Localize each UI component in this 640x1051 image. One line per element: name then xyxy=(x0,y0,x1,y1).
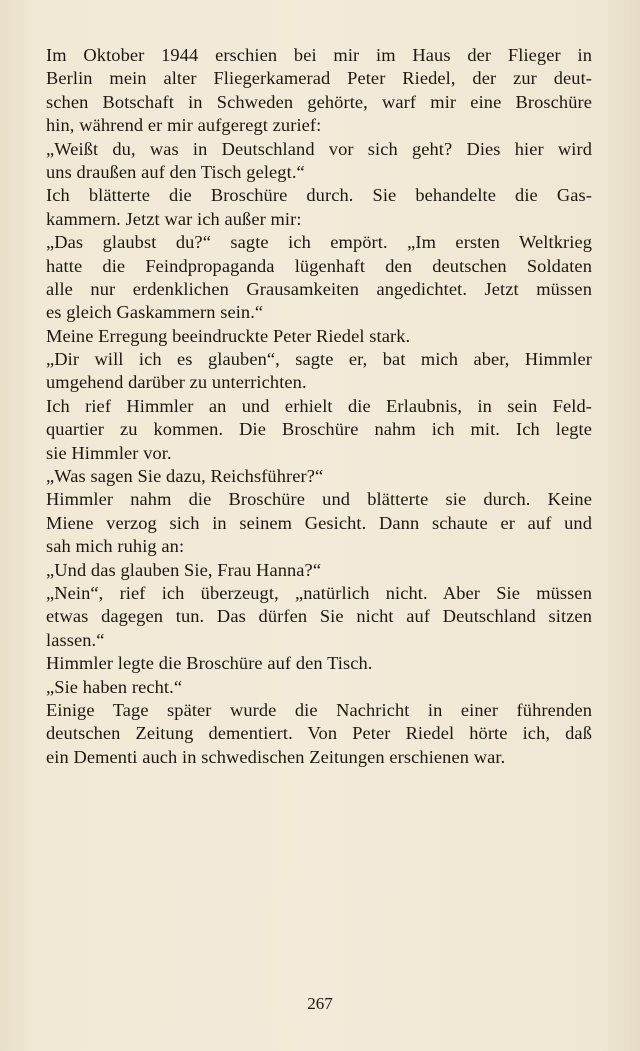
text-line: Im Oktober 1944 erschien bei mir im Haus der Flieger in xyxy=(46,45,592,65)
text-line: Himmler legte die Broschüre auf den Tisch. xyxy=(46,653,373,674)
text-line: Ich blätterte die Broschüre durch. Sie behandelte die Gas- xyxy=(46,185,592,206)
text-line: kammern. Jetzt war ich außer mir: xyxy=(46,208,302,229)
text-line: sah mich ruhig an: xyxy=(46,536,185,557)
text-line: alle nur erdenklichen Grausamkeiten angedichtet. Jetzt müssen xyxy=(46,278,592,299)
text-line: „Nein“, rief ich überzeugt, „natürlich nicht. Aber Sie müssen xyxy=(46,582,592,603)
page-number: 267 xyxy=(307,994,333,1013)
text-line: etwas dagegen tun. Das dürfen Sie nicht auf Deutschland sitzen xyxy=(46,606,592,627)
text-line: hin, während er mir aufgeregt zurief: xyxy=(46,115,322,136)
text-line: „Und das glauben Sie, Frau Hanna?“ xyxy=(46,559,322,580)
text-line: „Weißt du, was in Deutschland vor sich geht? Dies hier wird xyxy=(46,138,592,159)
text-line: Ich rief Himmler an und erhielt die Erlaubnis, in sein Feld- xyxy=(46,395,592,416)
body-text xyxy=(46,44,592,769)
text-line: Himmler nahm die Broschüre und blätterte sie durch. Keine xyxy=(46,489,592,510)
text-line: deutschen Zeitung dementiert. Von Peter Riedel hörte ich, daß xyxy=(46,723,592,744)
text-line: sie Himmler vor. xyxy=(46,442,172,463)
text-line: schen Botschaft in Schweden gehörte, warf mir eine Broschüre xyxy=(46,91,592,112)
text-line: Miene verzog sich in seinem Gesicht. Dann schaute er auf und xyxy=(46,512,592,533)
text-line: lassen.“ xyxy=(46,629,105,650)
text-line: „Was sagen Sie dazu, Reichsführer?“ xyxy=(46,466,324,487)
text-line: Einige Tage später wurde die Nachricht in einer führenden xyxy=(46,699,592,720)
text-line: Meine Erregung beeindruckte Peter Riedel stark. xyxy=(46,325,411,346)
text-line: „Das glaubst du?“ sagte ich empört. „Im ersten Weltkrieg xyxy=(46,232,592,253)
text-line: „Dir will ich es glauben“, sagte er, bat mich aber, Himmler xyxy=(46,349,592,370)
text-line: „Sie haben recht.“ xyxy=(46,676,183,697)
text-line: hatte die Feindpropaganda lügenhaft den deutschen Soldaten xyxy=(46,255,592,276)
text-line: ein Dementi auch in schwedischen Zeitungen erschienen war. xyxy=(46,746,506,767)
text-line: Berlin mein alter Fliegerkamerad Peter Riedel, der zur deut- xyxy=(46,68,592,89)
text-line: uns draußen auf den Tisch gelegt.“ xyxy=(46,161,305,182)
text-line: es gleich Gaskammern sein.“ xyxy=(46,302,264,323)
text-line: quartier zu kommen. Die Broschüre nahm ich mit. Ich legte xyxy=(46,419,592,440)
text-line: umgehend darüber zu unterrichten. xyxy=(46,372,307,393)
